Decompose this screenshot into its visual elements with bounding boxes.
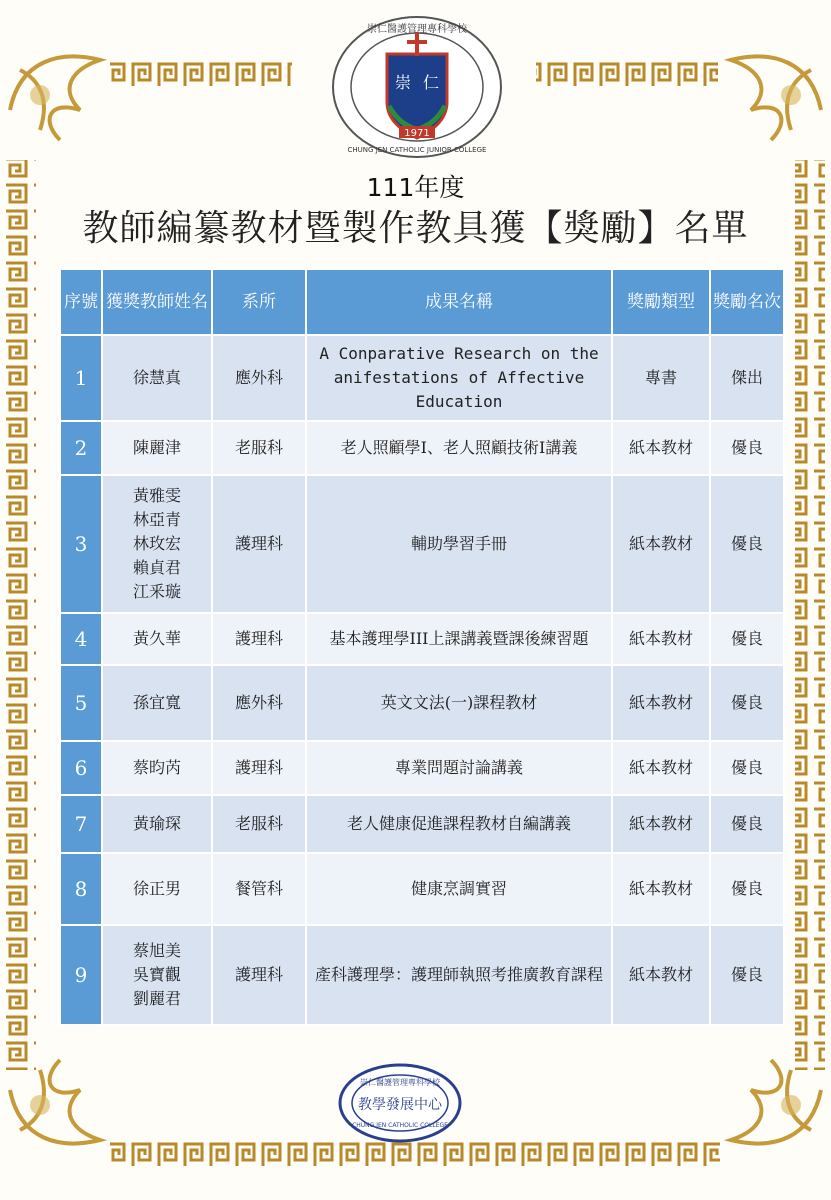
row-work: 老人照顧學I、老人照顧技術I講義 xyxy=(306,421,612,475)
row-no: 5 xyxy=(60,665,102,741)
row-dept: 餐管科 xyxy=(212,853,306,925)
row-work: 健康烹調實習 xyxy=(306,853,612,925)
table-row xyxy=(60,795,784,853)
row-rank: 優良 xyxy=(710,613,784,665)
row-work: 基本護理學III上課講義暨課後練習題 xyxy=(306,613,612,665)
row-teacher: 陳麗津 xyxy=(102,421,212,475)
row-rank: 傑出 xyxy=(710,335,784,421)
row-type: 紙本教材 xyxy=(612,925,710,1025)
row-type: 專書 xyxy=(612,335,710,421)
table-row xyxy=(60,665,784,741)
header-type: 獎勵類型 xyxy=(612,269,710,335)
row-teacher: 黃久華 xyxy=(102,613,212,665)
header-rank: 獎勵名次 xyxy=(710,269,784,335)
row-teacher: 徐正男 xyxy=(102,853,212,925)
logo-char-1: 崇 xyxy=(394,73,412,92)
teaching-center-stamp xyxy=(338,1063,462,1143)
teacher-name: 蔡旭美 xyxy=(132,941,181,960)
teacher-name: 林玫宏 xyxy=(132,534,181,553)
table-row xyxy=(60,335,784,421)
row-type: 紙本教材 xyxy=(612,741,710,795)
teacher-name: 劉麗君 xyxy=(132,989,181,1008)
row-dept: 護理科 xyxy=(212,925,306,1025)
row-dept: 老服科 xyxy=(212,795,306,853)
row-no: 1 xyxy=(60,335,102,421)
logo-school-name: 崇仁醫護管理專科學校 xyxy=(367,24,467,35)
row-work: 輔助學習手冊 xyxy=(306,475,612,613)
header-no: 序號 xyxy=(60,269,102,335)
row-type: 紙本教材 xyxy=(612,795,710,853)
award-table xyxy=(59,268,785,1026)
table-row xyxy=(60,613,784,665)
row-type: 紙本教材 xyxy=(612,613,710,665)
teacher-name: 林亞青 xyxy=(132,510,181,529)
row-rank: 優良 xyxy=(710,795,784,853)
row-rank: 優良 xyxy=(710,421,784,475)
row-no: 7 xyxy=(60,795,102,853)
teacher-name: 賴貞君 xyxy=(132,558,181,577)
row-teacher xyxy=(102,475,212,613)
school-logo xyxy=(329,14,505,160)
title-year: 111年度 xyxy=(366,173,465,202)
header-teacher: 獲獎教師姓名 xyxy=(102,269,212,335)
teacher-name: 黃雅雯 xyxy=(132,486,181,505)
row-rank: 優良 xyxy=(710,665,784,741)
row-no: 3 xyxy=(60,475,102,613)
row-type: 紙本教材 xyxy=(612,475,710,613)
row-work: 老人健康促進課程教材自編講義 xyxy=(306,795,612,853)
teacher-name: 江釆璇 xyxy=(132,582,181,601)
table-row xyxy=(60,475,784,613)
row-rank: 優良 xyxy=(710,741,784,795)
row-rank: 優良 xyxy=(710,853,784,925)
row-teacher: 黃瑜琛 xyxy=(102,795,212,853)
row-teacher: 蔡昀芮 xyxy=(102,741,212,795)
page-title: 教師編纂教材暨製作教具獲【獎勵】名單 xyxy=(82,208,749,249)
teacher-name: 吳寶觀 xyxy=(132,965,181,984)
stamp-english-name: CHUNG JEN CATHOLIC COLLEGE xyxy=(352,1122,448,1129)
row-teacher xyxy=(102,925,212,1025)
row-dept: 應外科 xyxy=(212,665,306,741)
stamp-school-name: 崇仁醫護管理專科學校 xyxy=(360,1078,440,1087)
table-row xyxy=(60,853,784,925)
row-rank: 優良 xyxy=(710,475,784,613)
row-no: 6 xyxy=(60,741,102,795)
row-work: A Conparative Research on the anifestations of Affective Education xyxy=(306,335,612,421)
logo-year: 1971 xyxy=(404,128,430,139)
row-type: 紙本教材 xyxy=(612,665,710,741)
row-no: 8 xyxy=(60,853,102,925)
row-type: 紙本教材 xyxy=(612,421,710,475)
row-dept: 老服科 xyxy=(212,421,306,475)
table-header-row xyxy=(60,269,784,335)
row-dept: 護理科 xyxy=(212,475,306,613)
table-row xyxy=(60,925,784,1025)
row-work: 產科護理學：護理師執照考推廣教育課程 xyxy=(306,925,612,1025)
row-dept: 應外科 xyxy=(212,335,306,421)
row-no: 9 xyxy=(60,925,102,1025)
logo-char-2: 仁 xyxy=(422,73,440,92)
header-work: 成果名稱 xyxy=(306,269,612,335)
table-row xyxy=(60,741,784,795)
row-dept: 護理科 xyxy=(212,741,306,795)
stamp-center: 教學發展中心 xyxy=(358,1097,442,1113)
row-work: 專業問題討論講義 xyxy=(306,741,612,795)
row-type: 紙本教材 xyxy=(612,853,710,925)
row-teacher: 孫宜寬 xyxy=(102,665,212,741)
row-dept: 護理科 xyxy=(212,613,306,665)
row-teacher: 徐慧真 xyxy=(102,335,212,421)
header-dept: 系所 xyxy=(212,269,306,335)
row-work: 英文文法(一)課程教材 xyxy=(306,665,612,741)
row-no: 4 xyxy=(60,613,102,665)
logo-english-name: CHUNG JEN CATHOLIC JUNIOR COLLEGE xyxy=(347,146,487,154)
row-no: 2 xyxy=(60,421,102,475)
row-rank: 優良 xyxy=(710,925,784,1025)
table-row xyxy=(60,421,784,475)
